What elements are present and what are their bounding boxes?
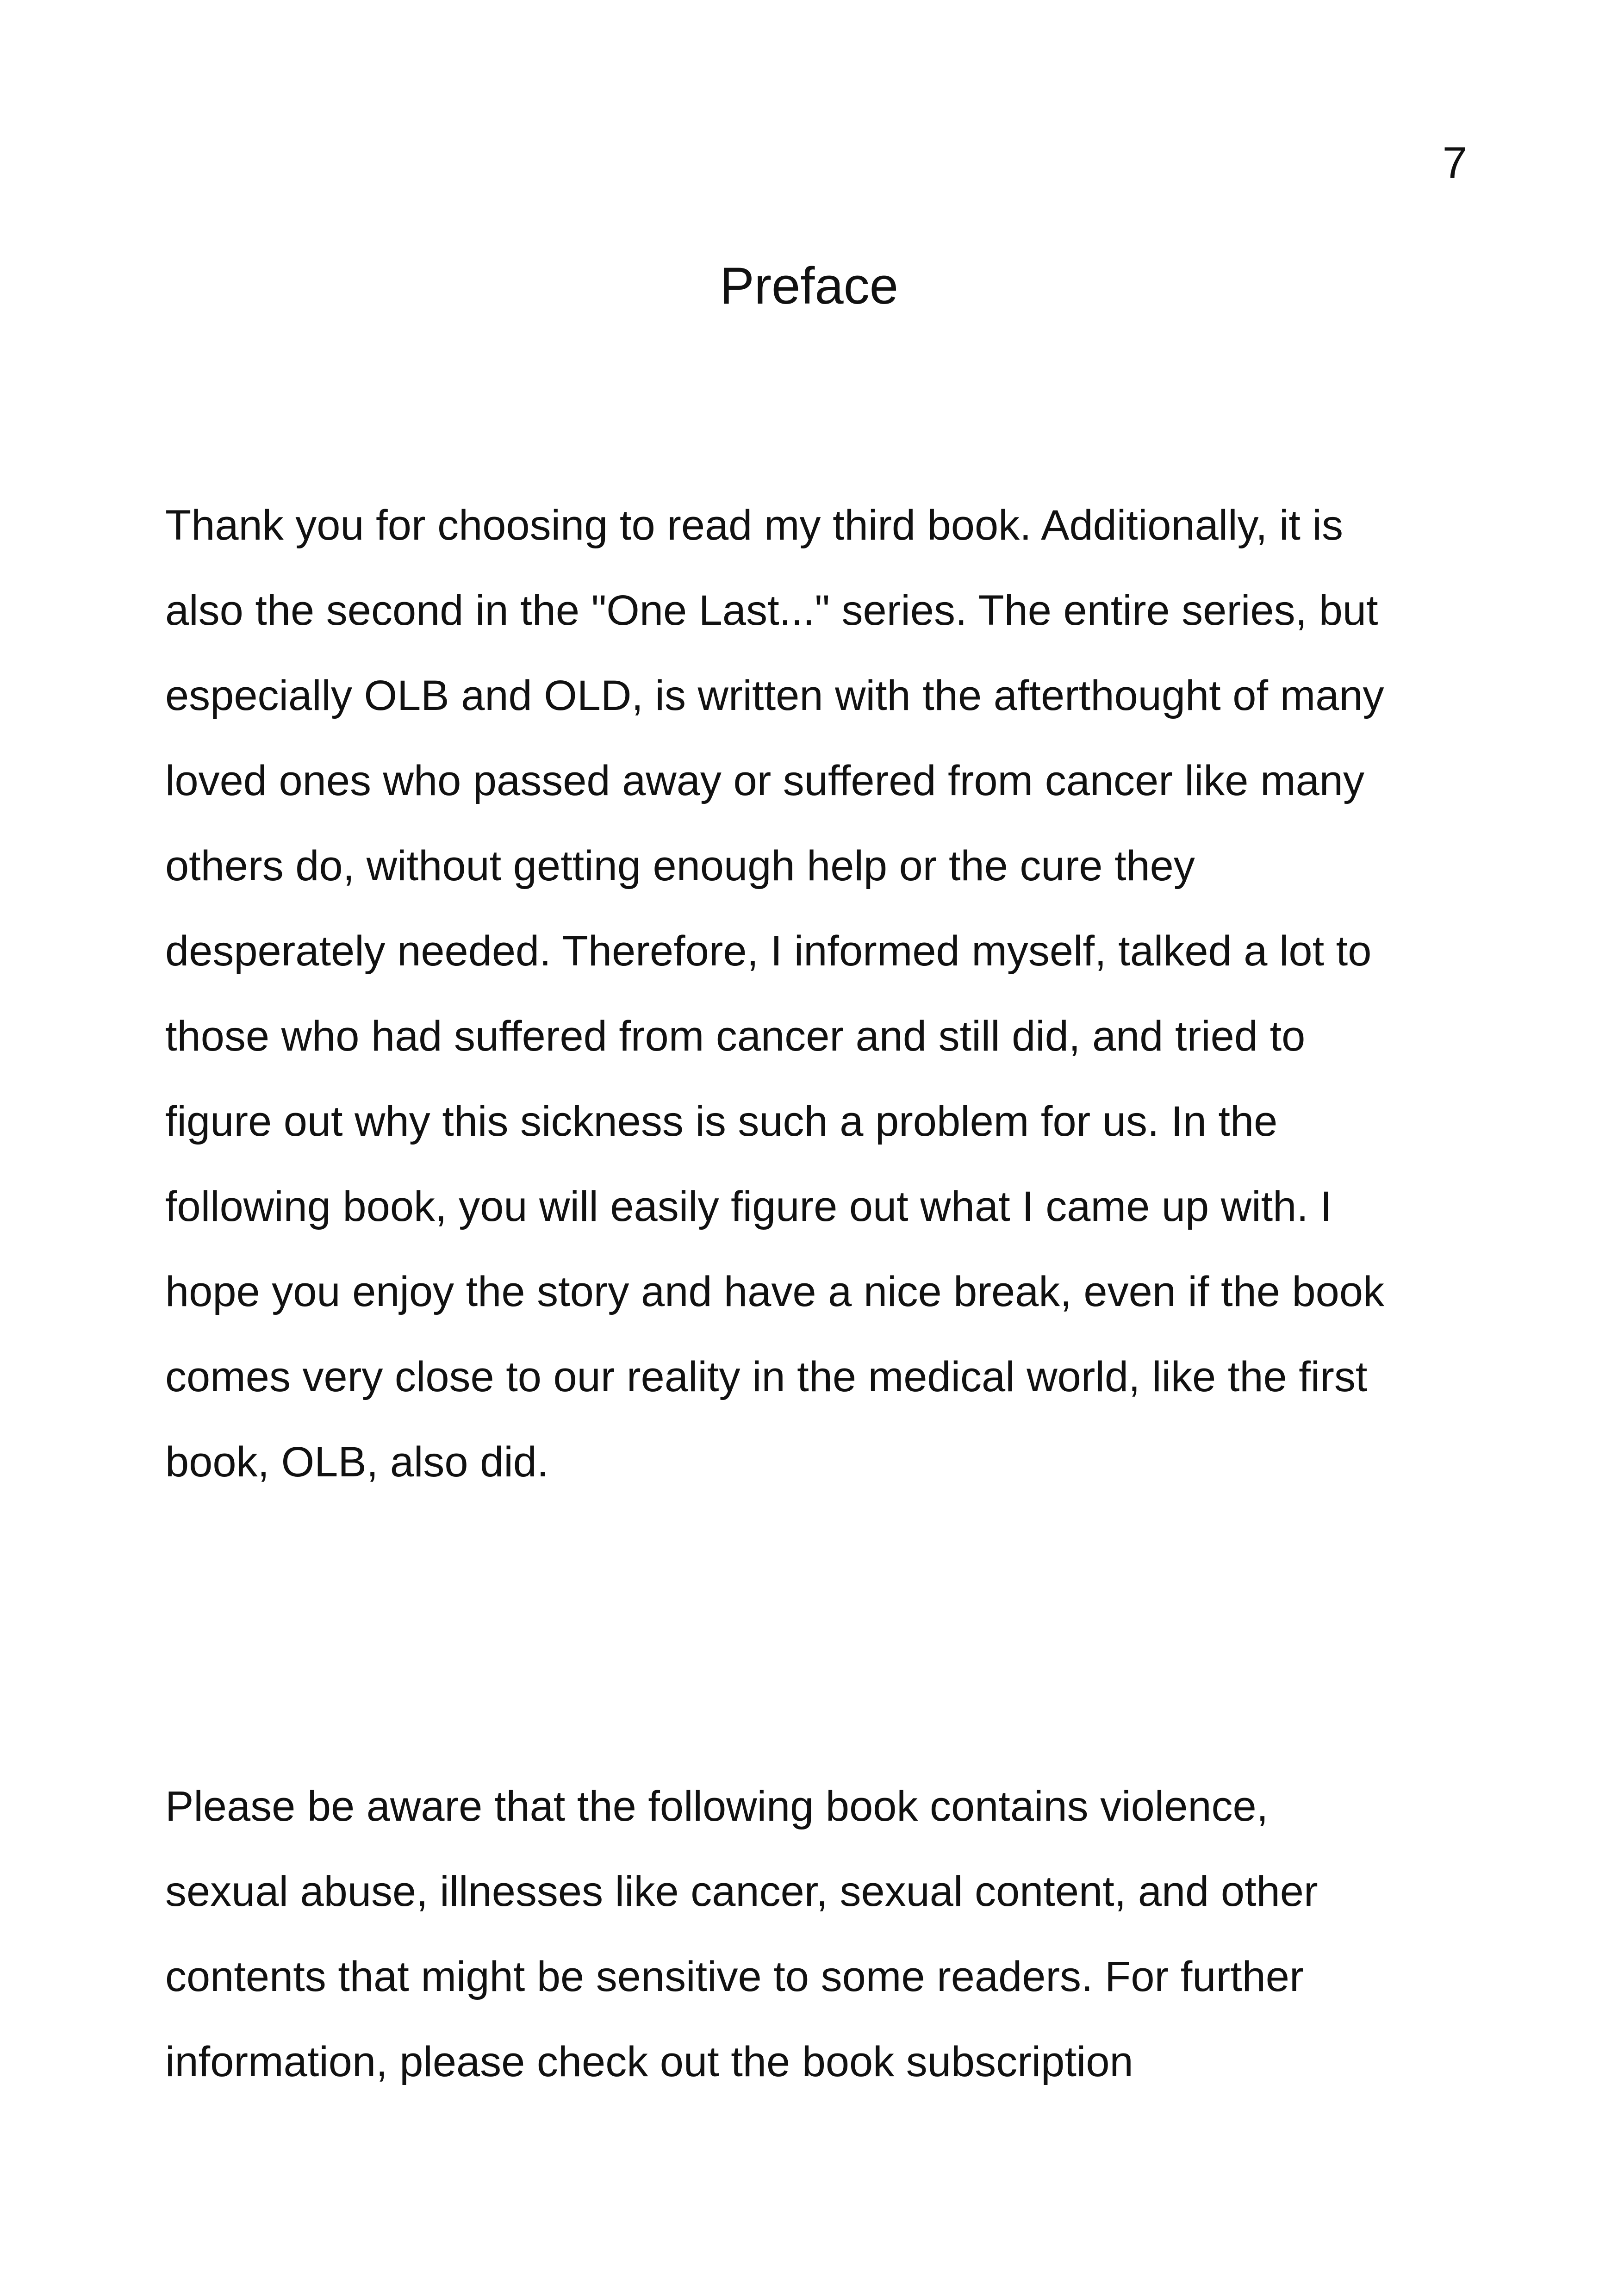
preface-paragraph-intro [165, 483, 1461, 1505]
paragraph-line: comes very close to our reality in the medical world, like the first [165, 1353, 1368, 1400]
page-number: 7 [1442, 138, 1467, 187]
paragraph-line: loved ones who passed away or suffered from cancer like many [165, 757, 1364, 804]
paragraph-line: others do, without getting enough help or the cure they [165, 842, 1195, 890]
page-title: Preface [720, 257, 898, 315]
preface-paragraph-content-warning [165, 1764, 1461, 2104]
paragraph-line: information, please check out the book subscription [165, 2038, 1133, 2085]
paragraph-line: hope you enjoy the story and have a nice break, even if the book [165, 1268, 1384, 1315]
paragraph-line: Please be aware that the following book contains violence, [165, 1783, 1269, 1830]
paragraph-line: Thank you for choosing to read my third book. Additionally, it is [165, 502, 1343, 549]
paragraph-line: sexual abuse, illnesses like cancer, sexual content, and other [165, 1868, 1318, 1915]
paragraph-line: following book, you will easily figure out what I came up with. I [165, 1183, 1332, 1230]
paragraph-line: desperately needed. Therefore, I informed myself, talked a lot to [165, 927, 1372, 975]
paragraph-line: contents that might be sensitive to some readers. For further [165, 1953, 1304, 2000]
paragraph-line: book, OLB, also did. [165, 1438, 549, 1486]
paragraph-line: especially OLB and OLD, is written with the afterthought of many [165, 672, 1384, 719]
paragraph-line: those who had suffered from cancer and still did, and tried to [165, 1013, 1306, 1060]
paragraph-line: also the second in the "One Last..." series. The entire series, but [165, 587, 1378, 634]
paragraph-line: figure out why this sickness is such a problem for us. In the [165, 1098, 1278, 1145]
